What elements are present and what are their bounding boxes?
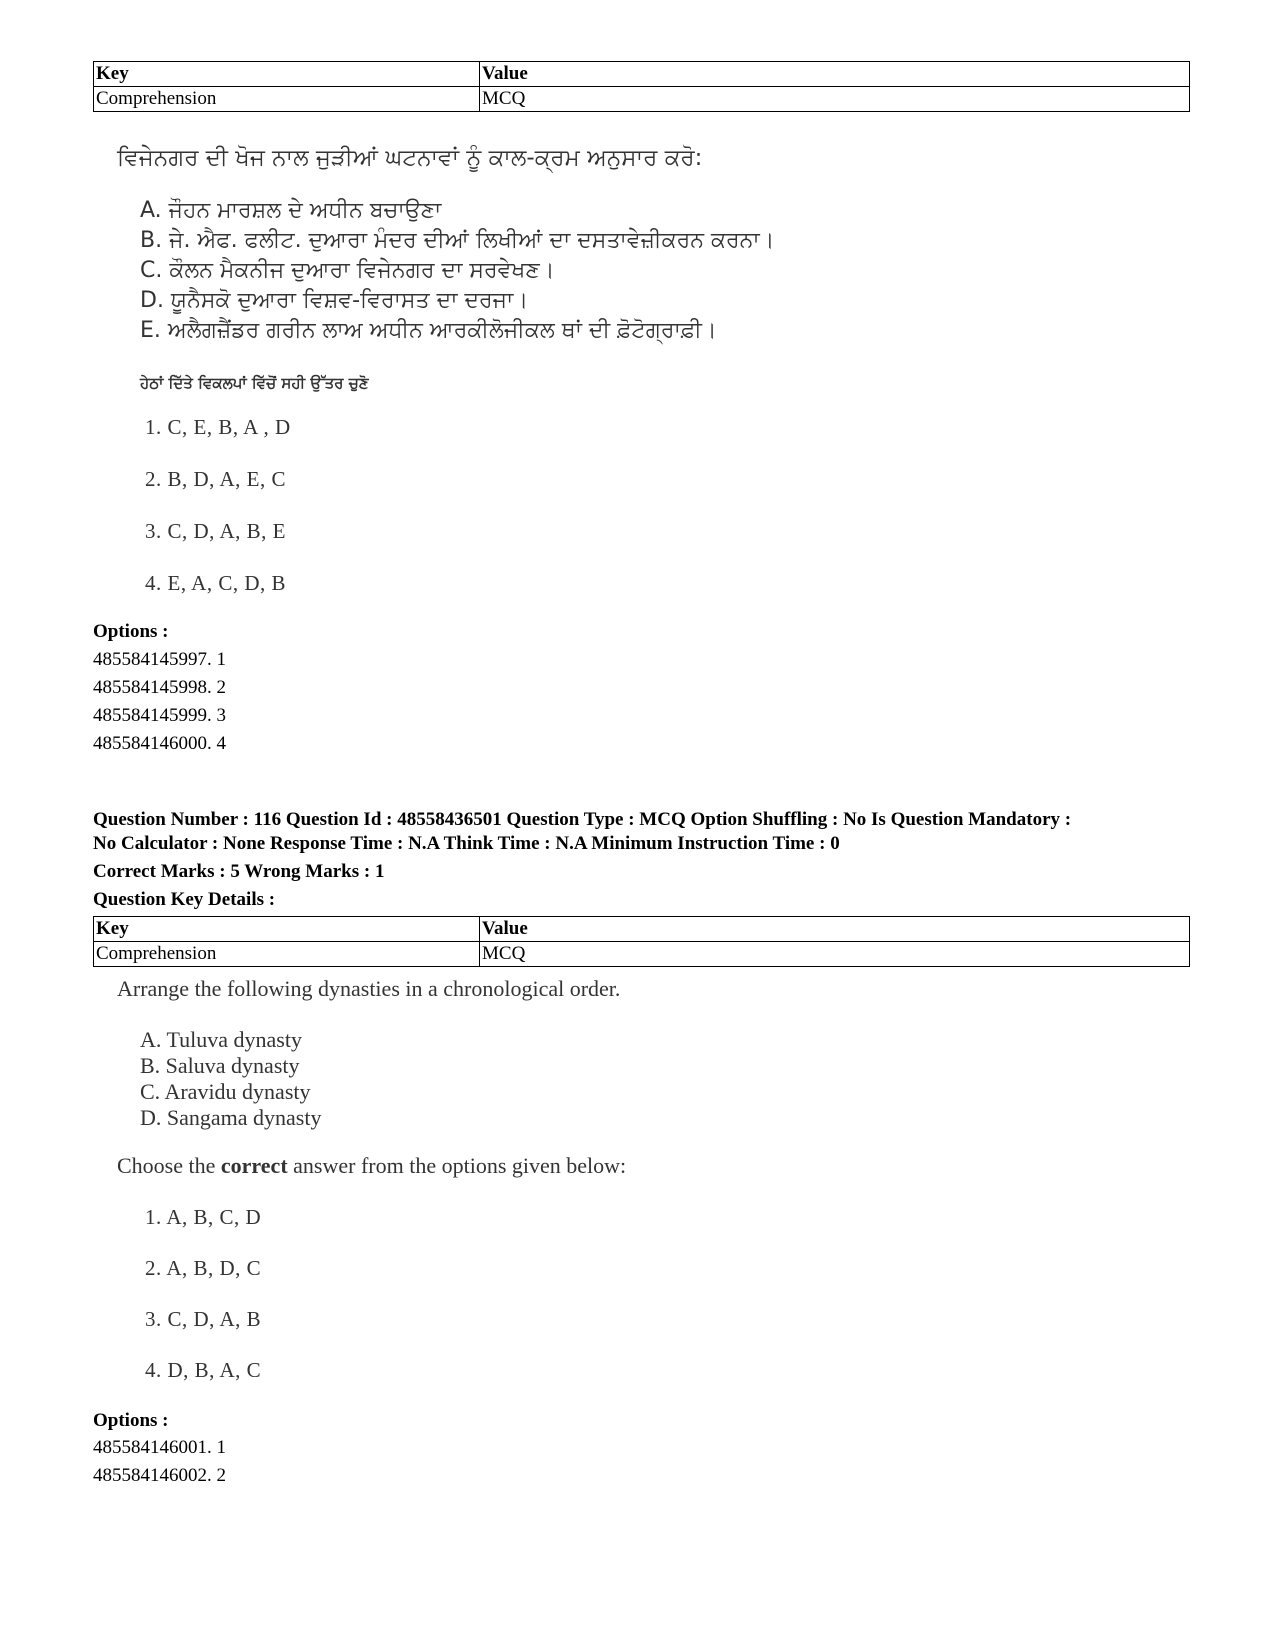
options-list <box>93 1434 226 1490</box>
table-row <box>94 942 1190 967</box>
question-key-table <box>93 61 1190 112</box>
answer-choice: 2. B, D, A, E, C <box>145 467 287 491</box>
table-header-key: Key <box>94 62 480 87</box>
answer-choice: 1. C, E, B, A , D <box>145 415 291 439</box>
table-cell-value: MCQ <box>480 942 1190 967</box>
option-item: 485584146001. 1 <box>93 1437 226 1458</box>
instruction-text: Choose the <box>117 1153 221 1178</box>
question-meta-line: Question Number : 116 Question Id : 48558436501 Question Type : MCQ Option Shuffling : No Is Question Mandatory : <box>93 809 1072 830</box>
question-stem: Arrange the following dynasties in a chronological order. <box>117 976 621 1001</box>
table-header-row <box>94 917 1190 942</box>
option-item: 485584145998. 2 <box>93 677 226 698</box>
question-instruction: ਹੇਠਾਂ ਦਿੱਤੇ ਵਿਕਲਪਾਂ ਵਿੱਚੋਂ ਸਹੀ ਉੱਤਰ ਚੁਣੋ <box>140 374 369 392</box>
option-item: 485584145999. 3 <box>93 705 226 726</box>
answer-choice: 4. E, A, C, D, B <box>145 571 287 595</box>
list-item: B. Saluva dynasty <box>140 1053 300 1078</box>
option-item: 485584146002. 2 <box>93 1465 226 1486</box>
list-item: C. Aravidu dynasty <box>140 1079 311 1104</box>
table-cell-key: Comprehension <box>94 942 480 967</box>
list-item: A. Tuluva dynasty <box>140 1027 302 1052</box>
table-header-row <box>94 62 1190 87</box>
answer-choice: 3. C, D, A, B <box>145 1307 262 1331</box>
option-item: 485584145997. 1 <box>93 649 226 670</box>
question-marks: Correct Marks : 5 Wrong Marks : 1 <box>93 861 385 882</box>
question-key-details-title: Question Key Details : <box>93 889 276 910</box>
answer-choice: 4. D, B, A, C <box>145 1358 262 1382</box>
instruction-text: answer from the options given below: <box>287 1153 627 1178</box>
question-key-table <box>93 916 1190 967</box>
options-title: Options : <box>93 621 169 642</box>
list-item: C. ਕੌਲਨ ਮੈਕਨੀਜ ਦੁਆਰਾ ਵਿਜੇਨਗਰ ਦਾ ਸਰਵੇਖਣ। <box>140 258 555 283</box>
question-instruction <box>117 1153 626 1179</box>
answer-choice: 2. A, B, D, C <box>145 1256 262 1280</box>
list-item: D. ਯੂਨੈਸਕੋ ਦੁਆਰਾ ਵਿਸ਼ਵ-ਵਿਰਾਸਤ ਦਾ ਦਰਜਾ। <box>140 288 529 313</box>
list-item: B. ਜੇ. ਐਫ. ਫਲੀਟ. ਦੁਆਰਾ ਮੰਦਰ ਦੀਆਂ ਲਿਖੀਆਂ ਦਾ ਦਸਤਾਵੇਜ਼ੀਕਰਨ ਕਰਨਾ। <box>140 228 775 253</box>
table-header-value: Value <box>480 917 1190 942</box>
options-title: Options : <box>93 1410 169 1431</box>
answer-choice: 1. A, B, C, D <box>145 1205 262 1229</box>
list-item: D. Sangama dynasty <box>140 1105 322 1130</box>
table-header-value: Value <box>480 62 1190 87</box>
answer-choice: 3. C, D, A, B, E <box>145 519 287 543</box>
option-item: 485584146000. 4 <box>93 733 226 754</box>
instruction-emphasis: correct <box>220 1153 288 1178</box>
table-row <box>94 87 1190 112</box>
question-meta-line: No Calculator : None Response Time : N.A Think Time : N.A Minimum Instruction Time : 0 <box>93 833 840 854</box>
question-stem: ਵਿਜੇਨਗਰ ਦੀ ਖੋਜ ਨਾਲ ਜੁੜੀਆਂ ਘਟਨਾਵਾਂ ਨੂੰ ਕਾਲ-ਕ੍ਰਮ ਅਨੁਸਾਰ ਕਰੋ: <box>117 145 703 171</box>
table-header-key: Key <box>94 917 480 942</box>
options-list <box>93 646 226 758</box>
list-item: E. ਅਲੈਗਜ਼ੈਂਡਰ ਗਰੀਨ ਲਾਅ ਅਧੀਨ ਆਰਕੀਲੋਜੀਕਲ ਥਾਂ ਦੀ ਫ਼ੋਟੋਗ੍ਰਾਫ਼ੀ। <box>140 318 717 343</box>
table-cell-value: MCQ <box>480 87 1190 112</box>
list-item: A. ਜੌਹਨ ਮਾਰਸ਼ਲ ਦੇ ਅਧੀਨ ਬਚਾਉਣਾ <box>140 198 442 223</box>
table-cell-key: Comprehension <box>94 87 480 112</box>
